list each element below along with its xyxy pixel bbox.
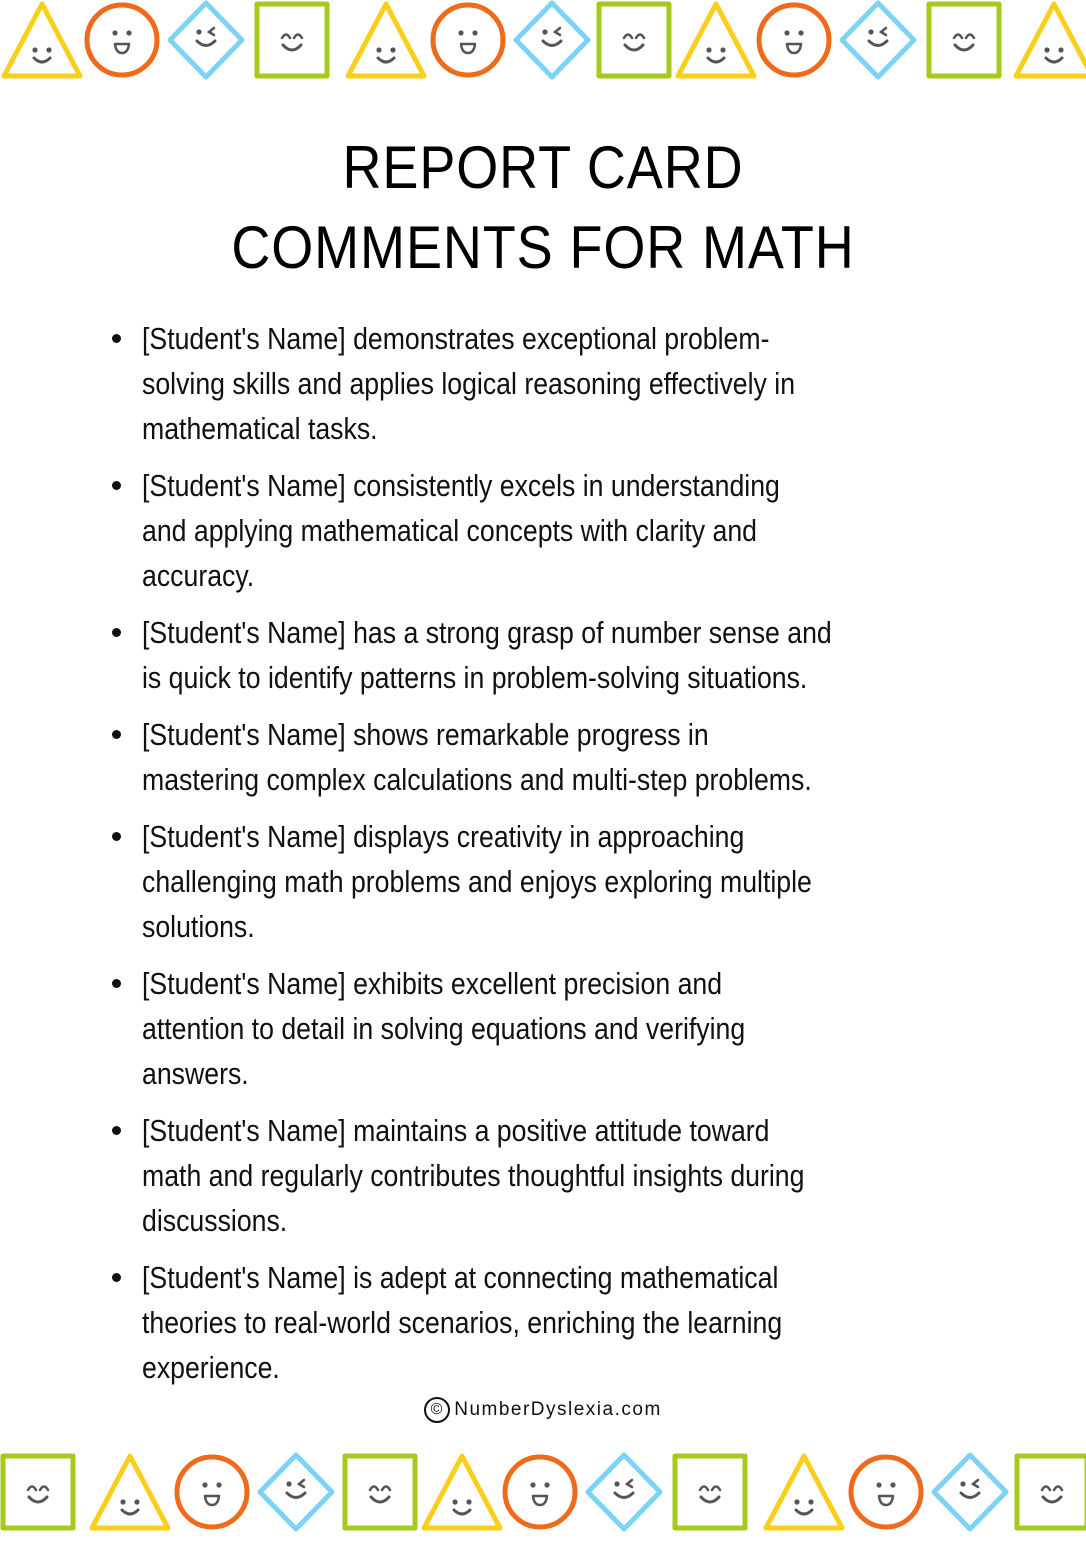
smiley-square-icon <box>250 0 334 84</box>
bullet-icon <box>112 1273 121 1282</box>
smiley-square-icon <box>338 1452 422 1536</box>
footer-credit <box>0 1397 1086 1423</box>
comment-line: math and regularly contributes thoughtful insights during <box>142 1158 805 1193</box>
comment-item <box>112 610 1072 700</box>
comment-item <box>112 1255 1072 1390</box>
smiley-diamond-icon <box>582 1452 666 1536</box>
bullet-icon <box>112 628 121 637</box>
comment-text <box>142 1255 942 1390</box>
smiley-diamond-icon <box>928 1452 1012 1536</box>
bullet-icon <box>112 481 121 490</box>
site-name: NumberDyslexia.com <box>454 1399 662 1421</box>
comment-item <box>112 961 1072 1096</box>
smiley-circle-icon <box>170 1452 254 1536</box>
smiley-diamond-icon <box>254 1452 338 1536</box>
comment-text <box>142 316 942 451</box>
comment-text <box>142 961 942 1096</box>
comment-item <box>112 316 1072 451</box>
comment-line: mastering complex calculations and multi-step problems. <box>142 762 812 797</box>
comment-line: [Student's Name] has a strong grasp of number sense and <box>142 615 832 650</box>
comment-line: solutions. <box>142 909 255 944</box>
bullet-icon <box>112 979 121 988</box>
smiley-triangle-icon <box>88 1452 172 1536</box>
comment-item <box>112 463 1072 598</box>
smiley-circle-icon <box>752 0 836 84</box>
comment-text <box>142 463 942 598</box>
page-title <box>54 128 1031 288</box>
comment-line: and applying mathematical concepts with clarity and <box>142 513 757 548</box>
smiley-circle-icon <box>498 1452 582 1536</box>
smiley-triangle-icon <box>420 1452 504 1536</box>
comment-text <box>142 814 942 949</box>
comment-item <box>112 814 1072 949</box>
smiley-triangle-icon <box>0 0 84 84</box>
smiley-square-icon <box>922 0 1006 84</box>
bullet-icon <box>112 730 121 739</box>
comment-line: [Student's Name] maintains a positive attitude toward <box>142 1113 770 1148</box>
smiley-square-icon <box>0 1452 80 1536</box>
comment-line: [Student's Name] demonstrates exceptional problem- <box>142 321 770 356</box>
smiley-circle-icon <box>844 1452 928 1536</box>
smiley-diamond-icon <box>510 0 594 84</box>
comment-line: [Student's Name] shows remarkable progress in <box>142 717 709 752</box>
comment-line: discussions. <box>142 1203 288 1238</box>
top-shape-border <box>0 0 1086 84</box>
comments-list <box>112 316 1072 1402</box>
comment-line: accuracy. <box>142 558 255 593</box>
smiley-square-icon <box>668 1452 752 1536</box>
copyright-icon: © <box>424 1397 450 1423</box>
title-line-2: COMMENTS FOR MATH <box>231 214 855 281</box>
smiley-circle-icon <box>426 0 510 84</box>
comment-text <box>142 610 942 700</box>
comment-text <box>142 1108 942 1243</box>
comment-line: solving skills and applies logical reasoning effectively in <box>142 366 796 401</box>
comment-line: [Student's Name] consistently excels in understanding <box>142 468 780 503</box>
bullet-icon <box>112 334 121 343</box>
smiley-diamond-icon <box>836 0 920 84</box>
comment-line: theories to real-world scenarios, enriching the learning <box>142 1305 783 1340</box>
smiley-triangle-icon <box>344 0 428 84</box>
comment-line: is quick to identify patterns in problem-solving situations. <box>142 660 808 695</box>
title-line-1: REPORT CARD <box>342 134 744 201</box>
comment-line: experience. <box>142 1350 280 1385</box>
comment-line: challenging math problems and enjoys exploring multiple <box>142 864 812 899</box>
smiley-square-icon <box>592 0 676 84</box>
comment-line: [Student's Name] exhibits excellent precision and <box>142 966 723 1001</box>
comment-line: [Student's Name] is adept at connecting mathematical <box>142 1260 779 1295</box>
comment-item <box>112 1108 1072 1243</box>
comment-line: attention to detail in solving equations and verifying <box>142 1011 746 1046</box>
smiley-triangle-icon <box>1012 0 1086 84</box>
comment-line: mathematical tasks. <box>142 411 378 446</box>
bullet-icon <box>112 832 121 841</box>
smiley-triangle-icon <box>762 1452 846 1536</box>
smiley-square-icon <box>1010 1452 1086 1536</box>
comment-line: answers. <box>142 1056 249 1091</box>
comment-item <box>112 712 1072 802</box>
comment-line: [Student's Name] displays creativity in approaching <box>142 819 745 854</box>
bottom-shape-border <box>0 1452 1086 1536</box>
smiley-diamond-icon <box>164 0 248 84</box>
comment-text <box>142 712 942 802</box>
smiley-triangle-icon <box>674 0 758 84</box>
smiley-circle-icon <box>80 0 164 84</box>
bullet-icon <box>112 1126 121 1135</box>
